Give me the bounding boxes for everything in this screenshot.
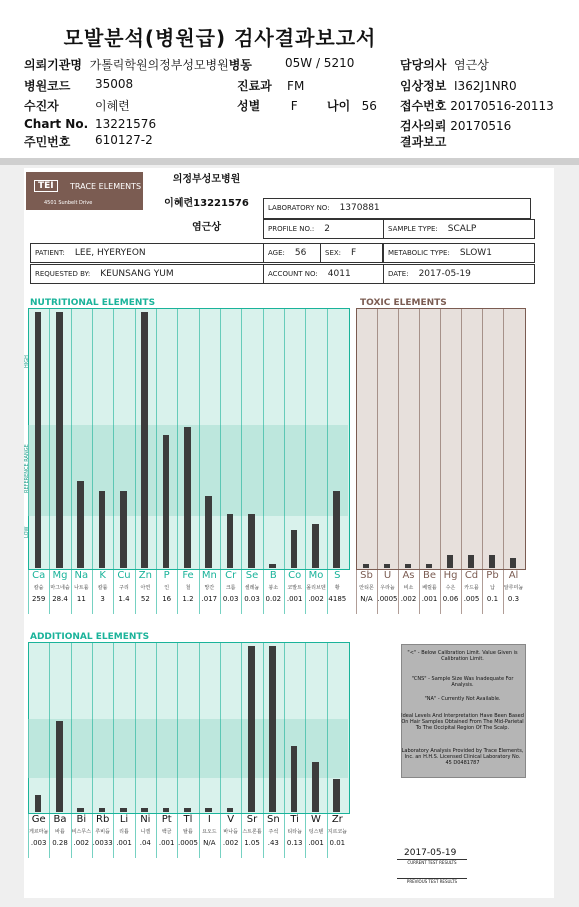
nutritional-value-na: 11 bbox=[76, 595, 86, 603]
toxic-value-pb: 0.1 bbox=[486, 595, 499, 603]
additional-column-divider bbox=[263, 642, 264, 858]
toxic-value-cd: .005 bbox=[463, 595, 480, 603]
hospital-stamp: 의정부성모병원 이혜련13221576 염근상 bbox=[164, 174, 249, 233]
legend-below-limit: "<" - Below Calibration Limit. Value Given is Calibration Limit. bbox=[407, 650, 518, 662]
nutritional-column-divider bbox=[327, 308, 328, 614]
additional-symbol-ba: Ba bbox=[53, 814, 67, 825]
toxic-column-divider bbox=[482, 308, 483, 614]
additional-bar-v bbox=[227, 808, 233, 812]
toxic-column-divider bbox=[377, 308, 378, 614]
nutritional-column-divider bbox=[305, 308, 306, 614]
sample-box: SAMPLE TYPE: SCALP bbox=[383, 219, 535, 239]
toxic-value-be: .001 bbox=[421, 595, 438, 603]
additional-value-ba: 0.28 bbox=[52, 839, 68, 847]
toxic-symbol-as: As bbox=[402, 570, 415, 581]
nutritional-symbol-s: S bbox=[334, 570, 341, 581]
nutritional-korean-se: 셀레늄 bbox=[244, 585, 260, 591]
nutritional-chart bbox=[28, 308, 348, 616]
resident-no-value: 610127-2 bbox=[95, 133, 153, 147]
account-box: ACCOUNT NO: 4011 bbox=[263, 264, 384, 284]
additional-value-sr: 1.05 bbox=[244, 839, 260, 847]
nutritional-symbol-se: Se bbox=[245, 570, 259, 581]
additional-symbol-sr: Sr bbox=[246, 814, 258, 825]
nutritional-value-mo: .002 bbox=[308, 595, 324, 603]
toxic-column-divider bbox=[398, 308, 399, 614]
nutritional-column-divider bbox=[135, 308, 136, 614]
additional-korean-sn: 주석 bbox=[268, 829, 279, 835]
nutritional-korean-cu: 구리 bbox=[119, 585, 129, 591]
toxic-symbol-al: Al bbox=[508, 570, 519, 581]
nutritional-symbol-b: B bbox=[269, 570, 277, 581]
additional-bar-zr bbox=[333, 779, 339, 812]
additional-column-divider bbox=[284, 642, 285, 858]
nutritional-column-divider bbox=[199, 308, 200, 614]
toxic-korean-as: 비소 bbox=[403, 585, 414, 591]
sex-field: 성별 F bbox=[237, 99, 298, 113]
toxic-bar-pb bbox=[489, 555, 495, 568]
nutritional-title: NUTRITIONAL ELEMENTS bbox=[30, 298, 156, 308]
nutritional-bar-co bbox=[291, 530, 297, 568]
nutritional-column-divider bbox=[71, 308, 72, 614]
additional-value-li: .001 bbox=[116, 839, 132, 847]
additional-column-divider bbox=[71, 642, 72, 858]
legend-na: "NA" - Currently Not Available. bbox=[424, 696, 501, 702]
bottom-current-label: CURRENT TEST RESULTS bbox=[397, 859, 467, 865]
additional-bar-i bbox=[205, 808, 211, 812]
toxic-korean-u: 우라늄 bbox=[380, 585, 395, 591]
additional-korean-ni: 니켈 bbox=[140, 829, 151, 835]
additional-bar-rb bbox=[99, 808, 105, 812]
additional-value-ti: 0.13 bbox=[286, 839, 303, 847]
nutritional-symbol-cu: Cu bbox=[117, 570, 131, 581]
header-row-1: 의뢰기관명 가톨릭학원의정부성모병원병동 bbox=[24, 58, 252, 72]
toxic-chart bbox=[356, 308, 524, 616]
nutritional-value-co: .001 bbox=[286, 595, 303, 603]
toxic-korean-be: 베릴륨 bbox=[422, 585, 437, 591]
nutritional-korean-s: 황 bbox=[334, 585, 340, 591]
additional-column-divider bbox=[305, 642, 306, 858]
age-box: AGE: 56 bbox=[263, 243, 321, 263]
additional-korean-zr: 지르코늄 bbox=[327, 829, 347, 835]
nutritional-bar-k bbox=[99, 491, 105, 568]
additional-symbol-v: V bbox=[227, 814, 235, 825]
nutritional-bar-p bbox=[163, 435, 169, 568]
toxic-korean-cd: 카드뮴 bbox=[464, 585, 479, 591]
nutritional-value-s: 4185 bbox=[328, 595, 347, 603]
toxic-plot-area bbox=[356, 308, 526, 570]
nutritional-bar-na bbox=[77, 481, 83, 568]
nutritional-korean-mo: 몰리브덴 bbox=[306, 585, 326, 591]
requested-box: REQUESTED BY: KEUNSANG YUM bbox=[30, 264, 264, 284]
nutritional-column-divider bbox=[156, 308, 157, 614]
nutritional-bar-cu bbox=[120, 491, 126, 568]
additional-symbol-zr: Zr bbox=[331, 814, 343, 825]
nutritional-value-mn: .017 bbox=[201, 595, 218, 603]
additional-column-divider bbox=[135, 642, 136, 858]
additional-bar-tl bbox=[184, 808, 190, 812]
nutritional-korean-p: 인 bbox=[164, 585, 170, 591]
side-ref-label: REFERENCE RANGE bbox=[24, 444, 30, 493]
nutritional-korean-b: 붕소 bbox=[268, 585, 279, 591]
additional-value-tl: .0005 bbox=[177, 839, 199, 847]
additional-bar-li bbox=[120, 808, 126, 812]
additional-bar-w bbox=[312, 762, 318, 812]
additional-korean-ti: 티타늄 bbox=[287, 829, 302, 835]
additional-column-divider bbox=[220, 642, 221, 858]
toxic-bar-as bbox=[405, 564, 411, 568]
additional-column-divider bbox=[177, 642, 178, 858]
nutritional-symbol-mg: Mg bbox=[52, 570, 68, 581]
additional-bar-sn bbox=[269, 646, 275, 812]
nutritional-symbol-zn: Zn bbox=[138, 570, 152, 581]
header-row-3: 수진자 bbox=[24, 99, 59, 113]
nutritional-bar-s bbox=[333, 491, 339, 568]
toxic-title: TOXIC ELEMENTS bbox=[360, 298, 447, 308]
chart-no-value: 13221576 bbox=[95, 117, 157, 131]
nutritional-value-se: 0.03 bbox=[244, 595, 260, 603]
receipt-field: 접수번호 20170516-20113 bbox=[400, 99, 554, 113]
additional-symbol-w: W bbox=[311, 814, 321, 825]
age-field: 나이 56 bbox=[327, 99, 377, 113]
nutritional-korean-ca: 칼슘 bbox=[33, 585, 44, 591]
additional-symbol-ni: Ni bbox=[140, 814, 151, 825]
toxic-column-divider bbox=[440, 308, 441, 614]
nutritional-bar-b bbox=[269, 564, 275, 568]
nutritional-value-cu: 1.4 bbox=[118, 595, 130, 603]
additional-title: ADDITIONAL ELEMENTS bbox=[30, 632, 150, 642]
nutritional-value-ca: 259 bbox=[31, 595, 46, 603]
additional-column-divider bbox=[49, 642, 50, 858]
nutritional-column-divider bbox=[113, 308, 114, 614]
legend-cns: "CNS" - Sample Size Was Inadequate For Analysis. bbox=[411, 676, 514, 688]
additional-value-zr: 0.01 bbox=[329, 839, 346, 847]
nutritional-bar-ca bbox=[35, 312, 41, 568]
nutritional-symbol-na: Na bbox=[74, 570, 89, 581]
toxic-symbol-u: U bbox=[383, 570, 392, 581]
hospital-code-value: 35008 bbox=[95, 77, 134, 91]
nutritional-column-divider bbox=[92, 308, 93, 614]
additional-value-sn: .43 bbox=[267, 839, 279, 847]
additional-value-rb: .0033 bbox=[92, 839, 113, 847]
toxic-bar-be bbox=[426, 564, 432, 568]
additional-chart bbox=[28, 642, 348, 860]
nutritional-value-cr: 0.03 bbox=[222, 595, 239, 603]
toxic-bar-al bbox=[510, 558, 516, 568]
additional-value-w: .001 bbox=[308, 839, 324, 847]
additional-symbol-ge: Ge bbox=[31, 814, 46, 825]
separator bbox=[0, 158, 579, 165]
result-report-label: 결과보고 bbox=[400, 135, 447, 149]
nutritional-symbol-p: P bbox=[163, 570, 170, 581]
doctor-field: 담당의사 염근상 bbox=[400, 58, 489, 72]
nutritional-value-p: 16 bbox=[162, 595, 172, 603]
additional-value-pt: .001 bbox=[158, 839, 175, 847]
nutritional-bar-cr bbox=[227, 514, 233, 568]
additional-korean-i: 요오드 bbox=[202, 829, 217, 835]
side-low-label: LOW bbox=[24, 526, 30, 538]
toxic-symbol-cd: Cd bbox=[464, 570, 479, 581]
additional-symbol-ti: Ti bbox=[290, 814, 299, 825]
nutritional-symbol-mn: Mn bbox=[201, 570, 217, 581]
additional-bar-ni bbox=[141, 808, 147, 812]
toxic-value-u: .0005 bbox=[377, 595, 398, 603]
additional-korean-sr: 스트론튬 bbox=[242, 829, 262, 835]
toxic-symbol-be: Be bbox=[422, 570, 436, 581]
toxic-korean-hg: 수은 bbox=[445, 585, 456, 591]
additional-bar-sr bbox=[248, 646, 254, 812]
lab-no-box: LABORATORY NO: 1370881 bbox=[263, 198, 531, 219]
additional-column-divider bbox=[241, 642, 242, 858]
toxic-korean-pb: 납 bbox=[490, 585, 495, 591]
lab-logo: TEI TRACE ELEMENTS 4501 Sunbelt Drive bbox=[26, 172, 143, 210]
profile-box: PROFILE NO.: 2 bbox=[263, 219, 384, 239]
nutritional-column-divider bbox=[241, 308, 242, 614]
bottom-previous-label: PREVIOUS TEST RESULTS bbox=[397, 878, 467, 884]
toxic-value-sb: N/A bbox=[360, 595, 373, 603]
legend-ideal: Ideal Levels And Interpretation Have Been Based On Hair Samples Obtained From The Mid-Parietal To The Occipital Region Of The Scalp. bbox=[401, 713, 524, 731]
additional-reference-band bbox=[28, 719, 348, 779]
additional-korean-tl: 탈륨 bbox=[183, 829, 193, 835]
clinical-info-field: 임상정보 I362J1NR0 bbox=[400, 79, 517, 93]
additional-column-divider bbox=[199, 642, 200, 858]
request-date-field: 검사의뢰 20170516 bbox=[400, 119, 512, 133]
nutritional-symbol-cr: Cr bbox=[225, 570, 237, 581]
legend-lab: Laboratory Analysis Provided by Trace Elements, Inc. an H.H.S. Licensed Clinical Laboratory No. 45 D0481787 bbox=[401, 748, 524, 766]
additional-symbol-i: I bbox=[207, 814, 211, 825]
scanned-report bbox=[24, 168, 554, 898]
additional-bar-pt bbox=[163, 808, 169, 812]
additional-korean-rb: 루비듐 bbox=[95, 829, 110, 835]
additional-korean-bi: 비스무스 bbox=[71, 829, 91, 835]
additional-value-i: N/A bbox=[203, 839, 216, 847]
nutritional-bar-mo bbox=[312, 524, 318, 568]
nutritional-column-divider bbox=[220, 308, 221, 614]
additional-korean-v: 바나듐 bbox=[223, 829, 238, 835]
nutritional-bar-zn bbox=[141, 312, 147, 568]
toxic-column-divider bbox=[419, 308, 420, 614]
additional-value-ni: .04 bbox=[139, 839, 151, 847]
additional-bar-ba bbox=[56, 721, 62, 812]
nutritional-korean-co: 코발트 bbox=[287, 585, 302, 591]
additional-column-divider bbox=[327, 642, 328, 858]
toxic-value-as: .002 bbox=[400, 595, 417, 603]
additional-korean-pt: 백금 bbox=[161, 829, 172, 835]
additional-symbol-tl: Tl bbox=[183, 814, 193, 825]
additional-symbol-bi: Bi bbox=[76, 814, 87, 825]
bottom-date: 2017-05-19 bbox=[404, 848, 457, 858]
toxic-bar-sb bbox=[363, 564, 369, 568]
nutritional-symbol-k: K bbox=[99, 570, 106, 581]
report-title: 모발분석(병원급) 검사결과보고서 bbox=[63, 26, 377, 50]
department-field: 진료과 FM bbox=[237, 79, 305, 93]
nutritional-korean-na: 나트륨 bbox=[74, 585, 89, 591]
date-box: DATE: 2017-05-19 bbox=[383, 264, 535, 284]
toxic-column-divider bbox=[503, 308, 504, 614]
nutritional-value-b: 0.02 bbox=[265, 595, 282, 603]
nutritional-value-fe: 1.2 bbox=[182, 595, 194, 603]
nutritional-bar-fe bbox=[184, 427, 190, 568]
toxic-column-divider bbox=[356, 308, 357, 614]
nutritional-korean-cr: 크롬 bbox=[225, 585, 236, 591]
nutritional-value-k: 3 bbox=[100, 595, 105, 603]
nutritional-korean-k: 칼륨 bbox=[97, 585, 108, 591]
additional-symbol-sn: Sn bbox=[266, 814, 280, 825]
side-high-label: HIGH bbox=[24, 355, 30, 368]
metabolic-box: METABOLIC TYPE: SLOW1 bbox=[383, 243, 535, 263]
nutritional-bar-se bbox=[248, 514, 254, 568]
sex-box: SEX: F bbox=[320, 243, 383, 263]
header-row-2: 병원코드 bbox=[24, 79, 71, 93]
resident-no-label: 주민번호 bbox=[24, 135, 71, 149]
nutritional-value-mg: 28.4 bbox=[52, 595, 68, 603]
nutritional-symbol-fe: Fe bbox=[182, 570, 194, 581]
toxic-value-hg: 0.06 bbox=[442, 595, 459, 603]
nutritional-column-divider bbox=[284, 308, 285, 614]
additional-symbol-li: Li bbox=[119, 814, 129, 825]
chart-no-label: Chart No. bbox=[24, 117, 89, 131]
ward-value: 05W / 5210 bbox=[285, 56, 355, 70]
additional-korean-w: 텅스텐 bbox=[308, 829, 324, 835]
patient-name-value: 이혜련 bbox=[95, 99, 130, 113]
toxic-bar-u bbox=[384, 564, 390, 568]
nutritional-korean-mg: 마그네슘 bbox=[50, 585, 70, 591]
toxic-symbol-hg: Hg bbox=[443, 570, 458, 581]
additional-value-v: .002 bbox=[222, 839, 239, 847]
additional-symbol-pt: Pt bbox=[161, 814, 172, 825]
toxic-symbol-pb: Pb bbox=[486, 570, 499, 581]
additional-korean-ba: 바륨 bbox=[55, 829, 65, 835]
nutritional-symbol-co: Co bbox=[288, 570, 302, 581]
nutritional-column-divider bbox=[263, 308, 264, 614]
additional-column-divider bbox=[92, 642, 93, 858]
nutritional-column-divider bbox=[49, 308, 50, 614]
additional-value-bi: .002 bbox=[73, 839, 90, 847]
additional-column-divider bbox=[156, 642, 157, 858]
toxic-value-al: 0.3 bbox=[507, 595, 520, 603]
toxic-bar-cd bbox=[468, 555, 474, 568]
nutritional-bar-mn bbox=[205, 496, 211, 568]
additional-column-divider bbox=[113, 642, 114, 858]
additional-symbol-rb: Rb bbox=[96, 814, 110, 825]
additional-korean-ge: 게르마늄 bbox=[29, 829, 49, 835]
additional-bar-bi bbox=[77, 808, 83, 812]
nutritional-value-zn: 52 bbox=[140, 595, 150, 603]
patient-box: PATIENT: LEE, HYERYEON bbox=[30, 243, 264, 263]
nutritional-korean-fe: 철 bbox=[185, 585, 191, 591]
nutritional-korean-mn: 망간 bbox=[204, 585, 215, 591]
additional-bar-ge bbox=[35, 795, 41, 812]
additional-column-divider bbox=[28, 642, 29, 858]
toxic-korean-sb: 안티몬 bbox=[359, 585, 374, 591]
nutritional-column-divider bbox=[177, 308, 178, 614]
toxic-bar-hg bbox=[447, 555, 453, 568]
additional-value-ge: .003 bbox=[30, 839, 47, 847]
nutritional-bar-mg bbox=[56, 312, 62, 568]
additional-korean-li: 리튬 bbox=[119, 829, 129, 835]
nutritional-korean-zn: 아연 bbox=[140, 585, 151, 591]
nutritional-symbol-mo: Mo bbox=[308, 570, 324, 581]
toxic-column-divider bbox=[461, 308, 462, 614]
additional-bar-ti bbox=[291, 746, 297, 812]
toxic-symbol-sb: Sb bbox=[360, 570, 373, 581]
toxic-korean-al: 알루미늄 bbox=[503, 585, 524, 591]
nutritional-symbol-ca: Ca bbox=[32, 570, 46, 581]
